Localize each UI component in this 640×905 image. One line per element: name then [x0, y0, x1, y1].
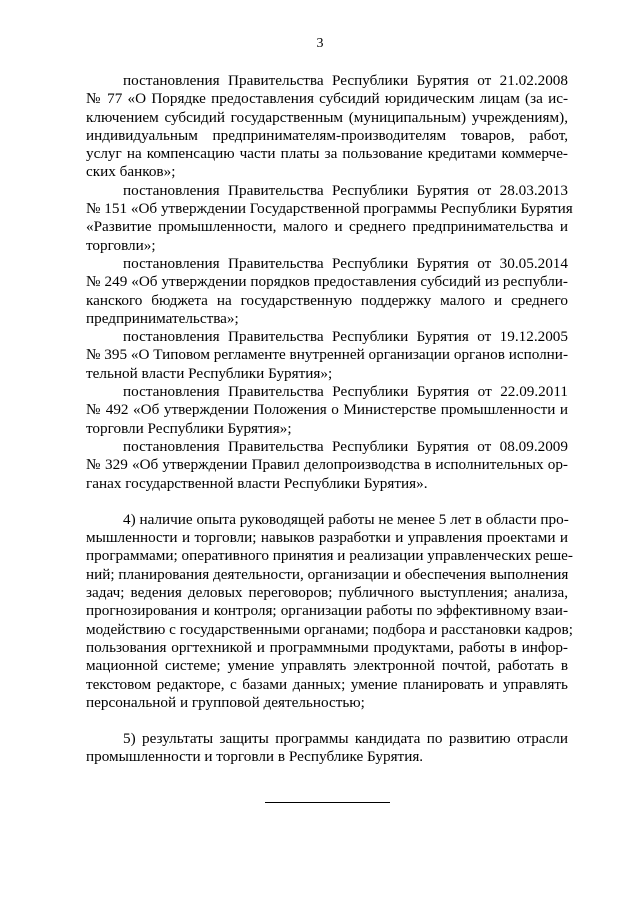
text-line: ний; планирования деятельности, организации и обеспечения выполнения [86, 565, 569, 583]
text-line: тельной власти Республики Бурятия»; [86, 364, 333, 382]
paragraph [86, 438, 568, 493]
text-line: персональной и групповой деятельностью; [86, 693, 365, 711]
paragraph [86, 328, 568, 383]
text-line: торговли Республики Бурятия»; [86, 419, 292, 437]
text-line: постановления Правительства Республики Бурятия от 08.09.2009 [123, 437, 568, 455]
paragraph [86, 383, 568, 438]
text-line: пользования оргтехникой и программными продуктами, работы в инфор- [86, 638, 568, 656]
closing-rule [265, 802, 390, 803]
text-line: постановления Правительства Республики Бурятия от 30.05.2014 [123, 254, 568, 272]
text-line: «Развитие промышленности, малого и среднего предпринимательства и [86, 218, 568, 236]
paragraph [86, 72, 568, 182]
text-line: постановления Правительства Республики Бурятия от 21.02.2008 [123, 72, 568, 89]
paragraph-gap [86, 493, 568, 511]
text-line: № 249 «Об утверждении порядков предоставления субсидий из республи- [86, 273, 568, 291]
text-line: модействию с государственными органами; подбора и расстановки кадров; [86, 620, 573, 638]
text-line: услуг на компенсацию части платы за пользование кредитами коммерче- [86, 145, 568, 163]
text-line: предпринимательства»; [86, 309, 239, 327]
text-line: постановления Правительства Республики Бурятия от 22.09.2011 [123, 383, 568, 401]
text-line: № 329 «Об утверждении Правил делопроизводства в исполнительных ор- [86, 456, 568, 474]
paragraph [86, 255, 568, 328]
text-line: прогнозирования и контроля; организации работы по эффективному взаи- [86, 602, 568, 620]
paragraph-gap [86, 712, 568, 730]
text-line: промышленности и торговли в Республике Бурятия. [86, 748, 424, 766]
text-line: 4) наличие опыта руководящей работы не менее 5 лет в области про- [123, 510, 569, 528]
text-line: постановления Правительства Республики Бурятия от 19.12.2005 [123, 328, 568, 346]
paragraph [86, 730, 568, 767]
text-line: постановления Правительства Республики Бурятия от 28.03.2013 [123, 181, 568, 199]
text-line: мышленности и торговли; навыков разработки и управления проектами и [86, 529, 568, 547]
text-line: ключением субсидий государственным (муниципальным) учреждениям), [86, 108, 568, 126]
page-number: 3 [316, 36, 324, 51]
text-line: задач; ведения деловых переговоров; публичного выступления; анализа, [86, 584, 568, 602]
paragraph [86, 510, 573, 712]
text-line: № 77 «О Порядке предоставления субсидий юридическим лицам (за ис- [86, 90, 568, 108]
text-line: текстовом редакторе, с базами данных; умение планировать и управлять [86, 675, 568, 693]
paragraph [86, 181, 573, 255]
text-line: мационной системе; умение управлять электронной почтой, работать в [86, 657, 568, 675]
text-line: индивидуальным предпринимателям-производителям товаров, работ, [86, 126, 568, 144]
text-line: программами; оперативного принятия и реализации управленческих реше- [86, 547, 573, 565]
text-line: торговли»; [86, 236, 156, 254]
text-line: № 151 «Об утверждении Государственной программы Республики Бурятия [86, 200, 573, 218]
text-line: № 395 «О Типовом регламенте внутренней организации органов исполни- [86, 346, 568, 364]
text-line: 5) результаты защиты программы кандидата по развитию отрасли [123, 730, 568, 748]
document-body [86, 72, 573, 767]
text-line: ских банков»; [86, 163, 176, 181]
text-line: ганах государственной власти Республики Бурятия». [86, 474, 428, 492]
text-line: № 492 «Об утверждении Положения о Министерстве промышленности и [86, 401, 568, 419]
text-line: канского бюджета на государственную поддержку малого и среднего [86, 291, 568, 309]
